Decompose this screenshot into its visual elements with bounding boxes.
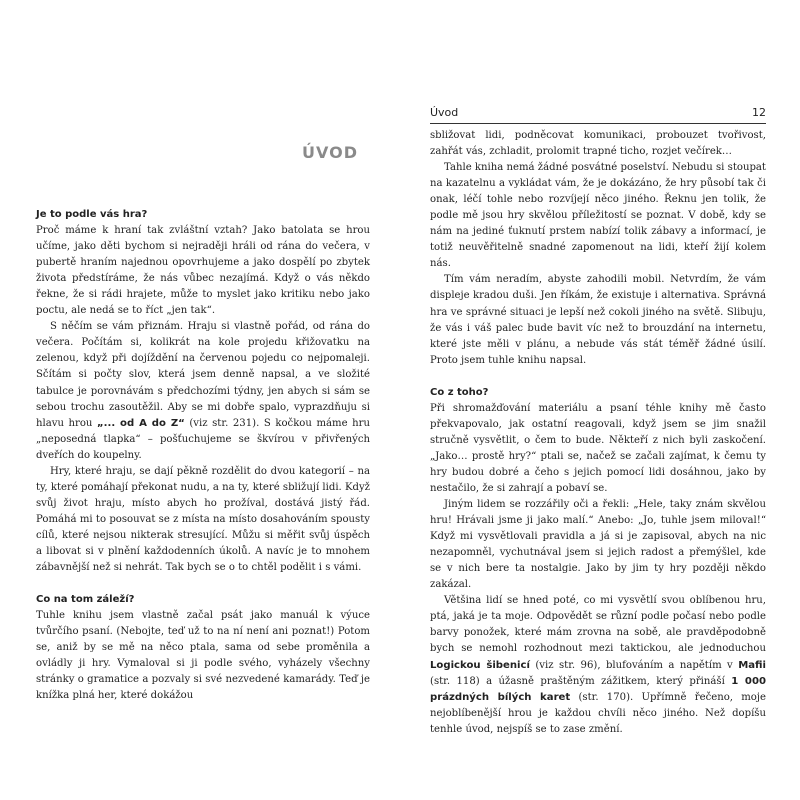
paragraph-text: (str. 170). Upřímně řečeno, moje nejoblíbenější hrou je každou chvíli něco jiného. Než dopíšu tenhle úvod, nejspíš se to zase změní. bbox=[430, 691, 766, 735]
chapter-title: ÚVOD bbox=[302, 143, 358, 162]
game-reference: Logickou šibenicí bbox=[430, 659, 530, 671]
section-heading: Co na tom záleží? bbox=[36, 594, 135, 606]
page-number: 12 bbox=[752, 106, 766, 119]
header-section: Úvod bbox=[430, 106, 459, 119]
right-text-column bbox=[430, 128, 766, 738]
game-reference: Mafii bbox=[738, 659, 766, 671]
paragraph-text: S něčím se vám přiznám. Hraju si vlastně pořád, od rána do večera. Počítám si, kolikrát na kole projedu křižovatku na zelenou, když při dojíždění na červenou pojedu co nejpomaleji. Sčítám si počty slov, která jsem denně napsal, a ve složité tabulce je porovnávám s předchozími týdny, jen abych si sám se sebou trochu zasoutěžil. Aby se mi dobře spalo, vyprazdňuju si hlavu hrou bbox=[36, 321, 370, 429]
paragraph: Tuhle knihu jsem vlastně začal psát jako manuál k výuce tvůrčího psaní. (Nebojte, teď už to na ní není ani poznat!) Potom se, aniž by se mě na něco ptala, sama od sebe proměnila a ovládly ji hry. Vymaloval si ji podle svého, vyházely všechny stránky o gramatice a pozvaly si své nezvedené kamarády. Teď je knížka plná her, které dokážou bbox=[36, 610, 370, 702]
paragraph: sbližovat lidi, podněcovat komunikaci, probouzet tvořivost, zahřát vás, zchladit, prolomit trapné ticho, rozjet večírek… bbox=[430, 130, 766, 158]
section-heading: Co z toho? bbox=[430, 386, 489, 398]
game-reference: 1 000 prázdných bílých karet bbox=[430, 675, 766, 703]
paragraph: Proč máme k hraní tak zvláštní vztah? Jako batolata se hrou učíme, jako děti bychom si nejraději hráli od rána do večera, v pubertě hraním najednou opovrhujeme a jako dospělí po zbytek života předstíráme, že nás vůbec nezajímá. Když o vás někdo řekne, že si rádi hrajete, může to myslet jako kritiku nebo jako poctu, ale nedá se to říct „jen tak“. bbox=[36, 225, 370, 317]
paragraph bbox=[430, 593, 766, 737]
section-heading: Je to podle vás hra? bbox=[36, 209, 148, 220]
paragraph-text: (str. 118) a úžasně praštěným zážitkem, který přináší bbox=[430, 675, 732, 687]
paragraph-text: Většina lidí se hned poté, co mi vysvětlí svou oblíbenou hru, ptá, jaká je ta moje. Odpovědět se různí podle počasí nebo podle barvy ponožek, které mám zrovna na sobě, ale pravděpodobně bych se nemohl rozhodnout mezi taktickou, ale jednoduchou bbox=[430, 595, 766, 655]
paragraph: Tahle kniha nemá žádné posvátné poselství. Nebudu si stoupat na kazatelnu a vykládat vám, že je dokázáno, že hry působí tak či onak, léčí tohle nebo rozvíjejí něco jiného. Řeknu jen tolik, že podle mě jsou hry skvělou příležitostí se poznat. V době, kdy se nám na jediné ťuknutí prstem nabízí tolik zábavy a informací, je totiž neuvěřitelně snadné zapomenout na lidi, kteří žijí kolem nás. bbox=[430, 162, 766, 270]
paragraph: Tím vám neradím, abyste zahodili mobil. Netvrdím, že vám displeje kradou duši. Jen říkám, že existuje i alternativa. Správná hra ve správné situaci je lepší než cokoli jiného na světě. Slibuju, že vás i váš palec bude bavit víc než to brouzdání na internetu, které jste měli v plánu, a nebude vás stát téměř žádné úsilí. Proto jsem tuhle knihu napsal. bbox=[430, 274, 766, 366]
paragraph-text: (viz str. 231). S kočkou máme hru „neposedná tlapka“ – pošťuchujeme se škvírou v přivřených dveřích do koupelny. bbox=[36, 417, 370, 461]
paragraph: Hry, které hraju, se dají pěkně rozdělit do dvou kategorií – na ty, které pomáhají překonat nudu, a na ty, které sbližují lidi. Když svůj život hraju, místo abych ho prožíval, dostává jistý řád. Pomáhá mi to posouvat se z místa na místo dosahováním spousty cílů, které nejsou nikterak stresující. Můžu si měřit svůj úspěch a libovat si v plnění každodenních úkolů. A navíc je to mnohem zábavnější než si nehrát. Tak bych se o to chtěl podělit i s vámi. bbox=[36, 465, 370, 574]
game-reference: „... od A do Z“ bbox=[97, 417, 185, 429]
left-text-column bbox=[36, 207, 370, 704]
paragraph bbox=[36, 319, 370, 463]
paragraph: Při shromažďování materiálu a psaní téhle knihy mě často překvapovalo, jak ostatní reagovali, když jsem se jim snažil stručně vysvětlit, o čem to bude. Někteří z nich byli zaskočení. „Jako… prostě hry?“ ptali se, načež se začali zajímat, k čemu ty hry budou dobré a čeho s jejich pomocí lidi dosáhnou, jako by nestačilo, že si zahrají a pobaví se. bbox=[430, 402, 766, 494]
running-header bbox=[430, 106, 766, 124]
paragraph: Jiným lidem se rozzářily oči a řekli: „Hele, taky znám skvělou hru! Hrávali jsme ji jako malí.“ Anebo: „Jo, tuhle jsem miloval!“ Když mi vysvětlovali pravidla a já si je zapisoval, abych na nic nezapomněl, vychutnával jsem si jejich radost a přemýšlel, kde se v nich bere ta nostalgie. Jako by jim ty hry později někdo zakázal. bbox=[430, 499, 766, 591]
paragraph-text: (viz str. 96), blufováním a napětím v bbox=[529, 659, 739, 671]
